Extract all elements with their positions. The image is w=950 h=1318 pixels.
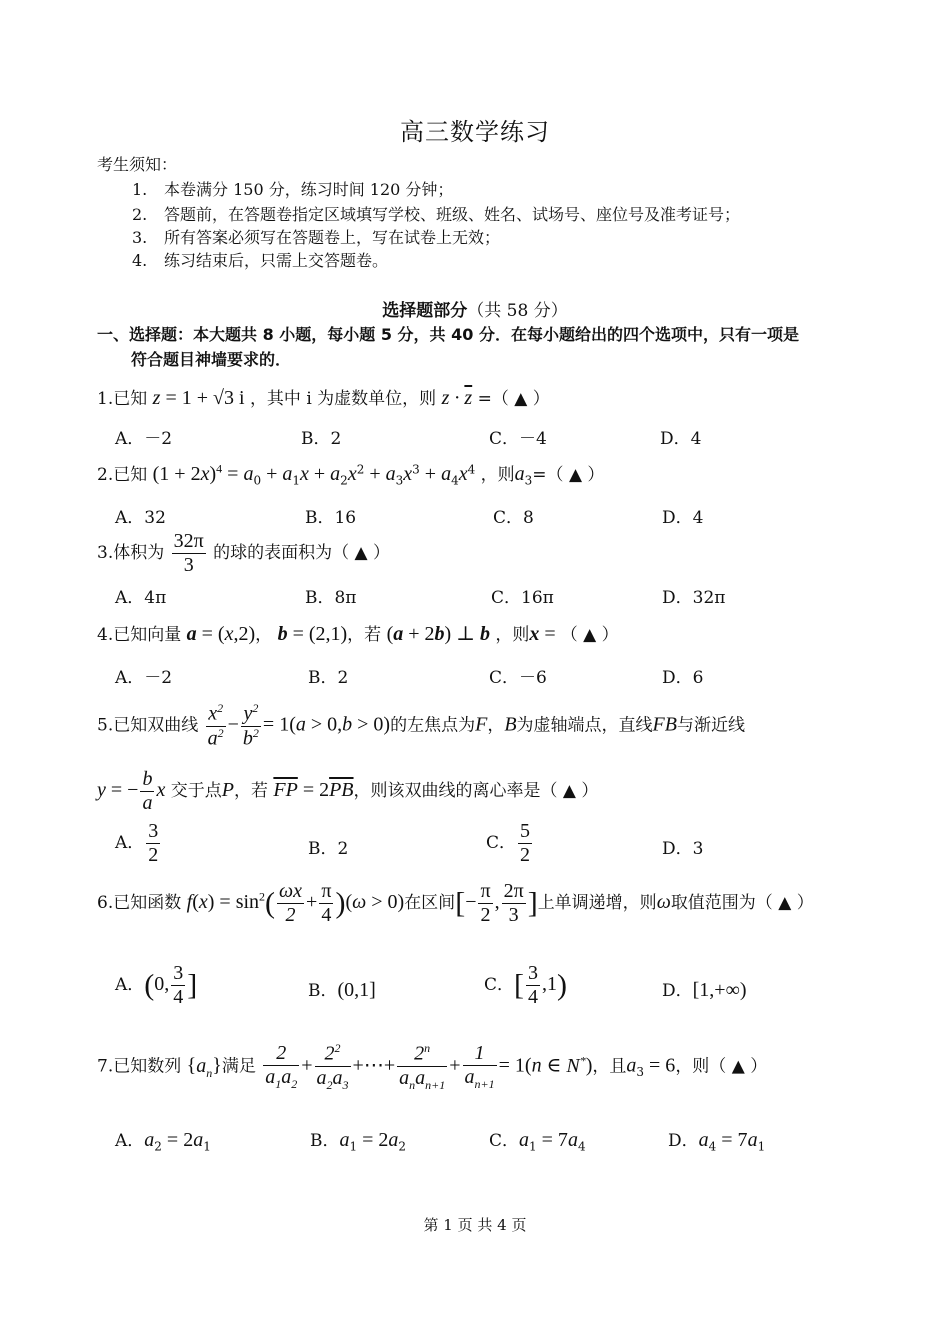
question-1: 1.已知 z = 1 + √3 i ，其中 i 为虚数单位，则 $z \cdot \overline{z}$ =（ ▲ ） <box>97 387 550 409</box>
notice-item: 2. 答题前，在答题卷指定区域填写学校、班级、姓名、试场号、座位号及准考证号； <box>132 205 741 224</box>
option: A．(0, $\frac{3}{4}$ ] <box>115 962 198 1008</box>
option: C．8 <box>493 508 534 528</box>
question-5-cont: y = − $\frac{b}{a}$ x 交于点P，若 $\overline{FP} = 2\overline{PB}$，则该双曲线的离心率是（ ▲ ） <box>97 768 599 814</box>
notice-item: 3. 所有答案必须写在答题卷上，写在试卷上无效； <box>132 228 501 247</box>
question-5: 5.已知双曲线 $\frac{x^2}{a^2}$ − $\frac{y^2}{b^2}$ = 1(a > 0,b > 0)的左焦点为F，B为虚轴端点，直线FB与渐近线 <box>97 701 745 750</box>
option: C．－4 <box>489 429 547 449</box>
notice-item: 1. 本卷满分 150 分，练习时间 120 分钟； <box>132 180 454 199</box>
section-heading: 选择题部分（共 58 分） <box>382 301 568 321</box>
page-title: 高三数学练习 <box>400 118 550 146</box>
option: B．2 <box>308 839 349 859</box>
option: D．[1,+∞) <box>662 979 747 1001</box>
option: D．3 <box>662 839 704 859</box>
part-heading-cont: 符合题目神墙要求的． <box>131 350 292 369</box>
option: C．$a_1 = 7a_4$ <box>489 1129 586 1154</box>
option: D．4 <box>660 429 702 449</box>
option: C．16π <box>491 588 554 608</box>
option: A．32 <box>115 508 166 528</box>
option: B．(0,1] <box>308 979 376 1001</box>
notice-heading: 考生须知： <box>97 155 178 174</box>
question-4: 4.已知向量 a = (x,2)， b = (2,1)，若 (a + 2b) ⊥ b ，则x = （ ▲ ） <box>97 623 619 645</box>
question-3: 3.体积为 $\frac{32\pi}{3}$ 的球的表面积为（ ▲ ） <box>97 530 391 576</box>
question-7: 7.已知数列 $\{a_n\}$满足 $\frac{2}{a_1a_2}$ + $\frac{2^2}{a_2a_3}$ +⋯+ $\frac{2^n}{a_na_{n+1}}$ + $\frac{1}{a_{n+1}}$ = 1(n ∈ N*)，且$a_3 = 6$，则（ ▲ ） <box>97 1041 768 1092</box>
option: C．[ $\frac{3}{4}$ ,1) <box>484 962 568 1008</box>
option: D．4 <box>662 508 704 528</box>
option: D．32π <box>662 588 726 608</box>
option: D．6 <box>662 668 704 688</box>
option: C． $\frac{5}{2}$ <box>486 820 531 866</box>
option: D．$a_4 = 7a_1$ <box>668 1129 766 1154</box>
part-heading: 一、选择题：本大题共 8 小题，每小题 5 分，共 40 分．在每小题给出的四个选项中，只有一项是 <box>97 325 799 344</box>
option: B．8π <box>305 588 357 608</box>
option: A．4π <box>115 588 167 608</box>
option: C．－6 <box>489 668 547 688</box>
page-footer: 第 1 页 共 4 页 <box>423 1216 527 1234</box>
option: A．－2 <box>115 668 173 688</box>
option: A． $\frac{3}{2}$ <box>115 820 159 866</box>
option: A．－2 <box>115 429 173 449</box>
option: B．$a_1 = 2a_2$ <box>310 1129 407 1154</box>
question-6: 6.已知函数 $f(x) = \sin^2$( $\frac{\omega x}{2}$ + $\frac{\pi}{4}$ )(ω > 0)在区间[− $\frac{\pi}{2}$ , $\frac{2\pi}{3}$ ]上单调递增，则ω取值范围为（ ▲ ） <box>97 880 814 926</box>
option: B．2 <box>301 429 342 449</box>
notice-item: 4. 练习结束后，只需上交答题卷。 <box>132 251 389 270</box>
question-2: 2.已知 $(1 + 2x)^4 = a_0 + a_1x + a_2x^2 + a_3x^3 + a_4x^4$ ，则$a_3=$（ ▲ ） <box>97 461 605 488</box>
option: A．$a_2 = 2a_1$ <box>115 1129 211 1154</box>
option: B．16 <box>305 508 357 528</box>
option: B．2 <box>308 668 349 688</box>
